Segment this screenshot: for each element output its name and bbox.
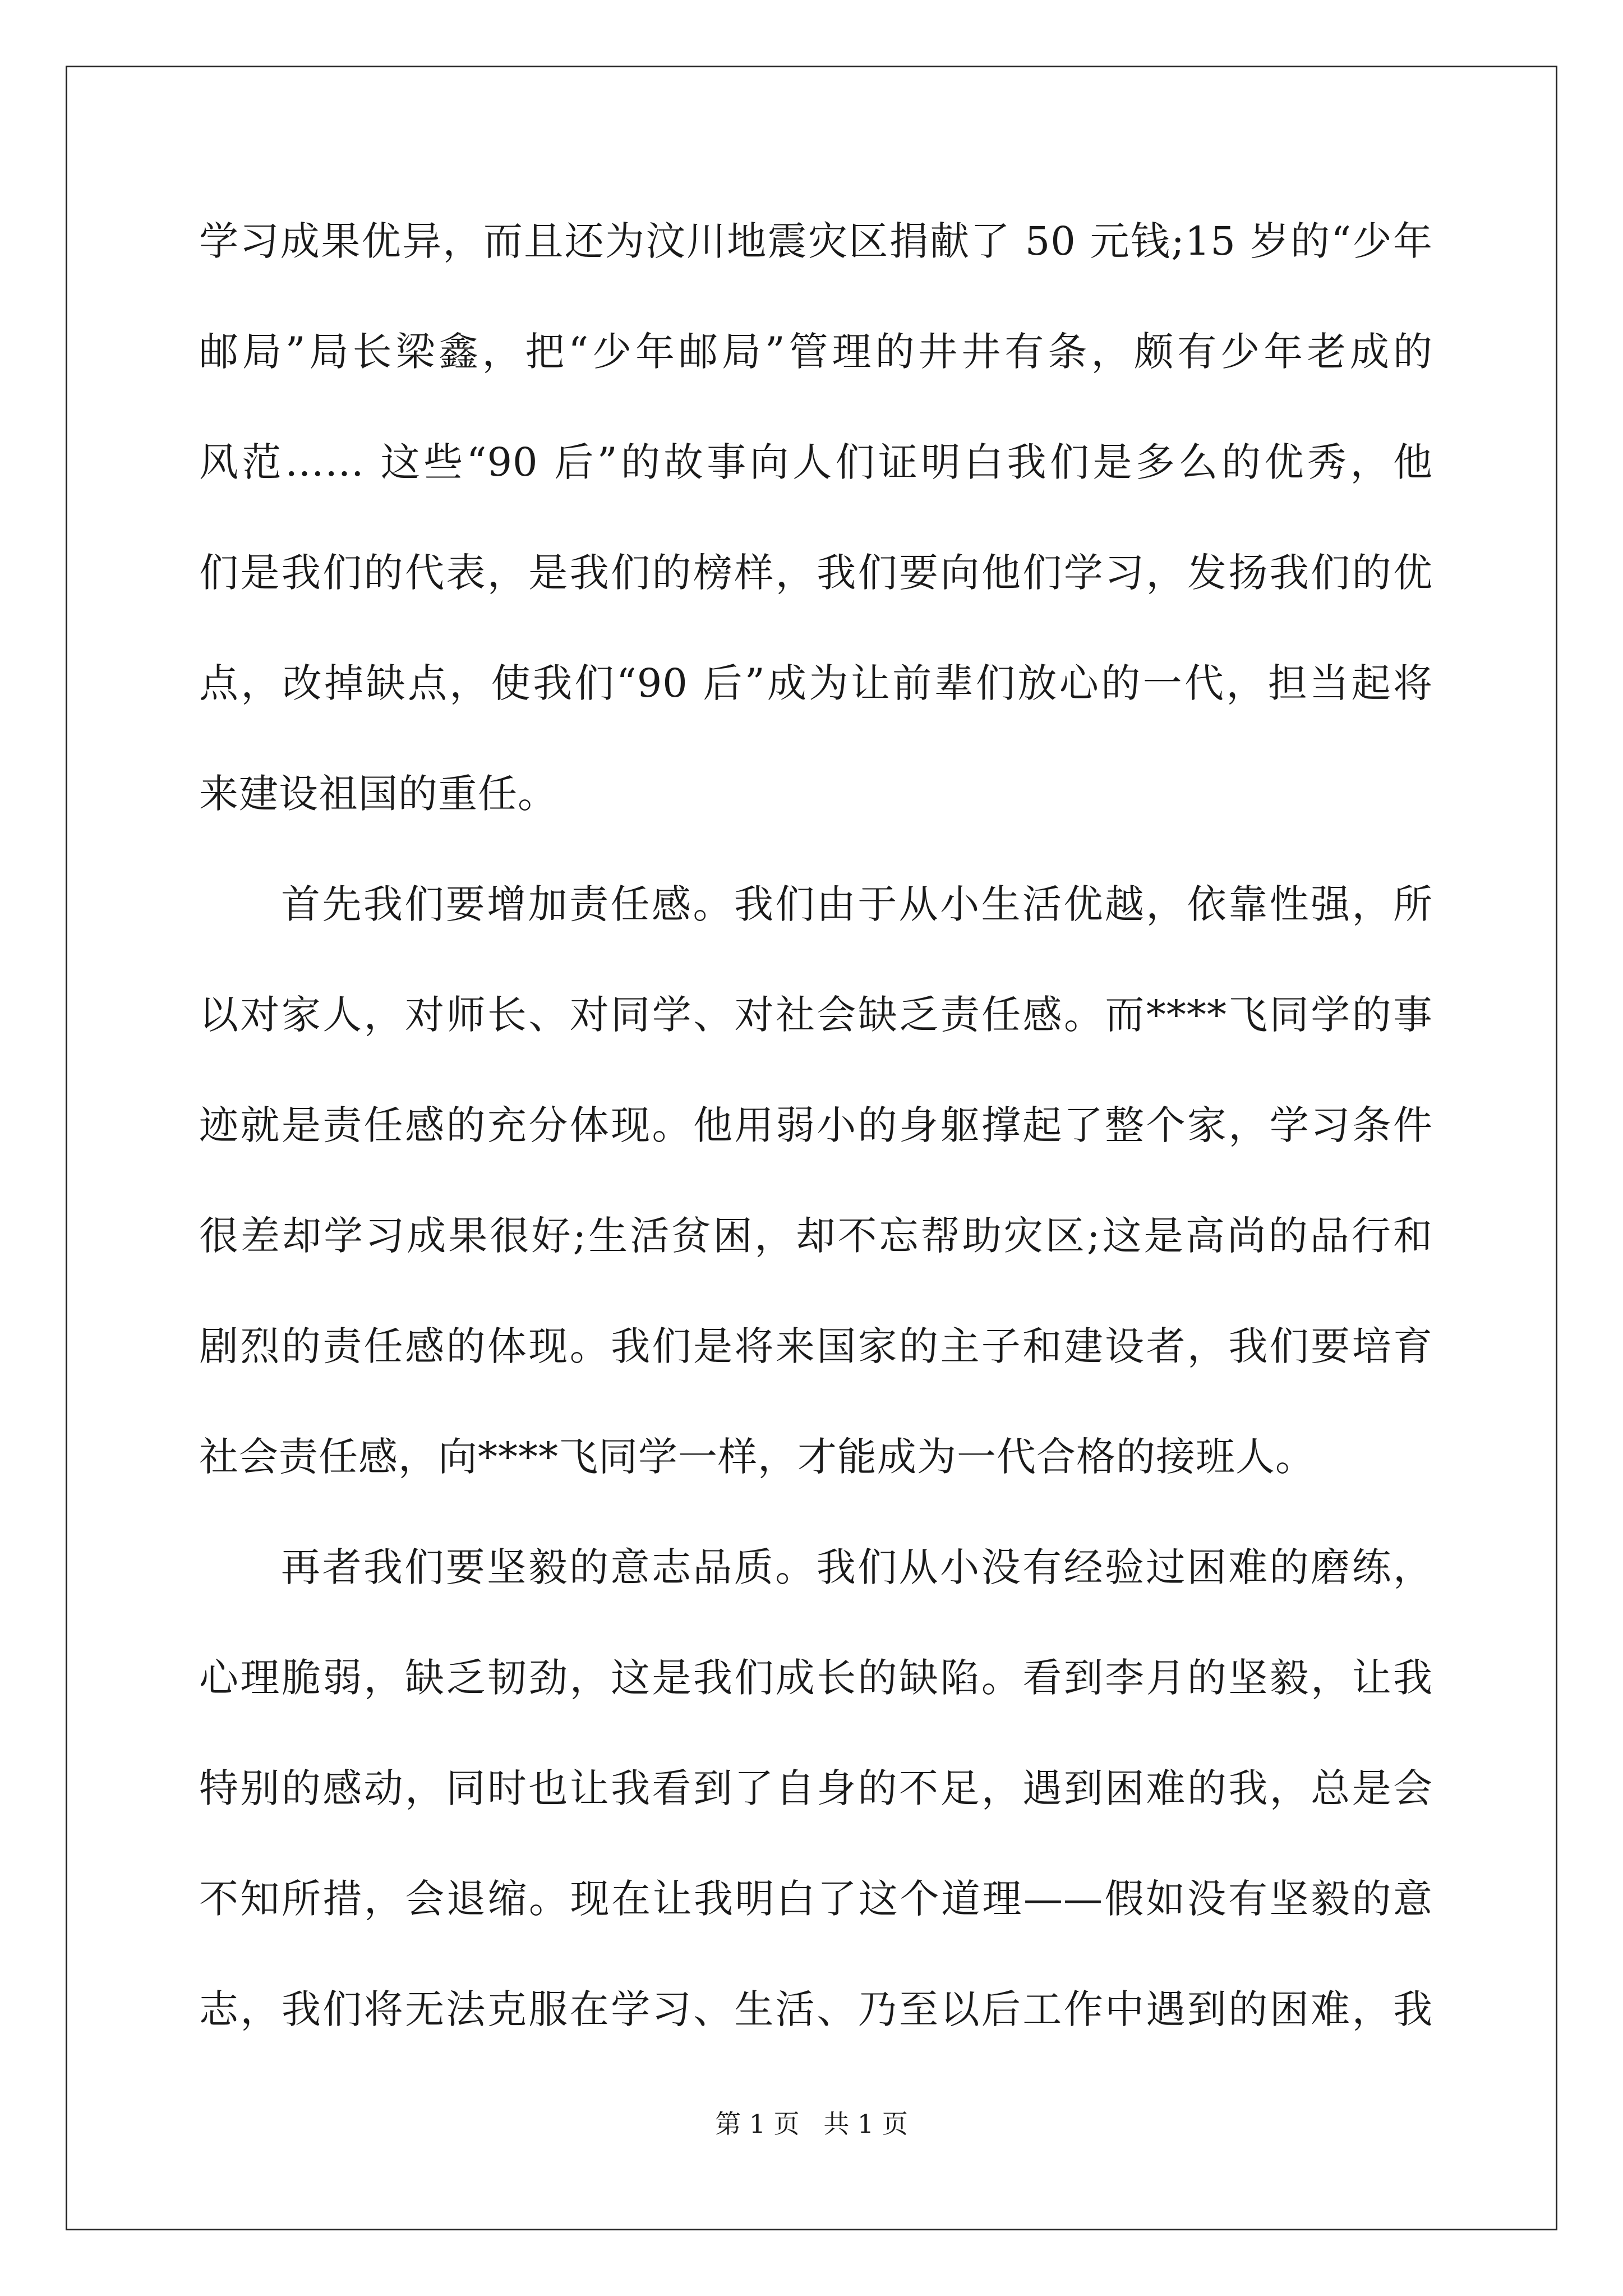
text-line: 学习成果优异，而且还为汶川地震灾区捐献了 50 元钱;15 岁的“少年 (199, 218, 1433, 264)
text-line: 剧烈的责任感的体现。我们是将来国家的主子和建设者，我们要培育 (199, 1323, 1433, 1369)
document-body (199, 208, 1433, 2086)
text-line: 迹就是责任感的充分体现。他用弱小的身躯撑起了整个家，学习条件 (199, 1102, 1433, 1148)
text-line: 志，我们将无法克服在学习、生活、乃至以后工作中遇到的困难，我 (199, 1986, 1433, 2032)
text-line: 不知所措，会退缩。现在让我明白了这个道理——假如没有坚毅的意 (199, 1876, 1433, 1922)
text-line: 们是我们的代表，是我们的榜样，我们要向他们学习，发扬我们的优 (199, 550, 1433, 596)
text-line: 以对家人，对师长、对同学、对社会缺乏责任感。而****飞同学的事 (199, 992, 1433, 1038)
page-number-total: 共 1 页 (823, 2109, 908, 2139)
text-line: 邮局”局长梁鑫，把“少年邮局”管理的井井有条，颇有少年老成的 (199, 329, 1433, 375)
text-line: 首先我们要增加责任感。我们由于从小生活优越，依靠性强，所 (281, 881, 1433, 927)
text-line: 风范…… 这些“90 后”的故事向人们证明白我们是多么的优秀，他 (199, 439, 1433, 485)
page-number-current: 第 1 页 (715, 2109, 800, 2139)
text-line: 特别的感动，同时也让我看到了自身的不足，遇到困难的我，总是会 (199, 1765, 1433, 1811)
text-line: 来建设祖国的重任。 (199, 771, 557, 817)
text-line: 再者我们要坚毅的意志品质。我们从小没有经验过困难的磨练， (281, 1544, 1433, 1590)
text-line: 心理脆弱，缺乏韧劲，这是我们成长的缺陷。看到李月的坚毅，让我 (199, 1655, 1433, 1701)
text-line: 社会责任感，向****飞同学一样，才能成为一代合格的接班人。 (199, 1434, 1315, 1480)
text-line: 很差却学习成果很好;生活贫困，却不忘帮助灾区;这是高尚的品行和 (199, 1213, 1433, 1259)
text-line: 点，改掉缺点，使我们“90 后”成为让前辈们放心的一代，担当起将 (199, 660, 1433, 706)
page-footer (0, 2107, 1623, 2141)
